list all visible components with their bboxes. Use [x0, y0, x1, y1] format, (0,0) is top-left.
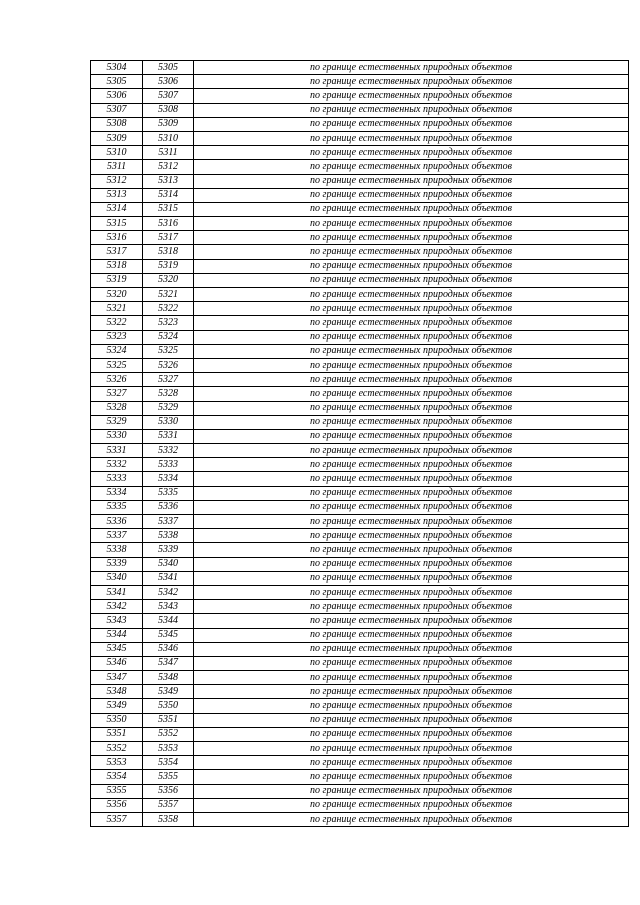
start-point-cell: 5316 [91, 231, 143, 245]
table-row [91, 685, 629, 699]
table-row [91, 812, 629, 826]
table-row [91, 202, 629, 216]
boundary-description-cell: по границе естественных природных объектов [194, 628, 629, 642]
end-point-cell: 5319 [143, 259, 194, 273]
boundary-description-cell: по границе естественных природных объектов [194, 699, 629, 713]
boundary-description-cell: по границе естественных природных объектов [194, 344, 629, 358]
table-row [91, 131, 629, 145]
table-row [91, 259, 629, 273]
start-point-cell: 5336 [91, 515, 143, 529]
start-point-cell: 5352 [91, 742, 143, 756]
table-row [91, 614, 629, 628]
end-point-cell: 5336 [143, 500, 194, 514]
start-point-cell: 5344 [91, 628, 143, 642]
boundary-description-cell: по границе естественных природных объектов [194, 784, 629, 798]
boundary-description-cell: по границе естественных природных объектов [194, 302, 629, 316]
boundary-description-cell: по границе естественных природных объектов [194, 798, 629, 812]
end-point-cell: 5306 [143, 75, 194, 89]
end-point-cell: 5334 [143, 472, 194, 486]
start-point-cell: 5311 [91, 160, 143, 174]
start-point-cell: 5318 [91, 259, 143, 273]
end-point-cell: 5339 [143, 543, 194, 557]
boundary-description-cell: по границе естественных природных объектов [194, 188, 629, 202]
boundary-description-cell: по границе естественных природных объектов [194, 585, 629, 599]
table-row [91, 699, 629, 713]
end-point-cell: 5355 [143, 770, 194, 784]
end-point-cell: 5348 [143, 671, 194, 685]
table-row [91, 600, 629, 614]
start-point-cell: 5331 [91, 444, 143, 458]
start-point-cell: 5309 [91, 131, 143, 145]
end-point-cell: 5354 [143, 756, 194, 770]
boundary-description-cell: по границе естественных природных объектов [194, 770, 629, 784]
boundary-description-cell: по границе естественных природных объектов [194, 373, 629, 387]
end-point-cell: 5305 [143, 61, 194, 75]
start-point-cell: 5350 [91, 713, 143, 727]
boundary-description-cell: по границе естественных природных объектов [194, 727, 629, 741]
boundary-description-cell: по границе естественных природных объектов [194, 486, 629, 500]
end-point-cell: 5352 [143, 727, 194, 741]
start-point-cell: 5329 [91, 415, 143, 429]
table-row [91, 557, 629, 571]
end-point-cell: 5331 [143, 429, 194, 443]
end-point-cell: 5344 [143, 614, 194, 628]
boundary-description-cell: по границе естественных природных объектов [194, 600, 629, 614]
table-row [91, 387, 629, 401]
start-point-cell: 5324 [91, 344, 143, 358]
table-row [91, 742, 629, 756]
table-row [91, 543, 629, 557]
end-point-cell: 5316 [143, 217, 194, 231]
boundary-description-cell: по границе естественных природных объектов [194, 472, 629, 486]
boundary-description-cell: по границе естественных природных объектов [194, 614, 629, 628]
boundary-description-cell: по границе естественных природных объектов [194, 259, 629, 273]
boundary-description-cell: по границе естественных природных объектов [194, 117, 629, 131]
table-row [91, 429, 629, 443]
start-point-cell: 5333 [91, 472, 143, 486]
table-row [91, 89, 629, 103]
start-point-cell: 5313 [91, 188, 143, 202]
start-point-cell: 5346 [91, 656, 143, 670]
start-point-cell: 5332 [91, 458, 143, 472]
start-point-cell: 5335 [91, 500, 143, 514]
end-point-cell: 5342 [143, 585, 194, 599]
end-point-cell: 5318 [143, 245, 194, 259]
table-row [91, 316, 629, 330]
start-point-cell: 5310 [91, 146, 143, 160]
end-point-cell: 5317 [143, 231, 194, 245]
table-row [91, 231, 629, 245]
table-row [91, 756, 629, 770]
boundary-description-cell: по границе естественных природных объектов [194, 756, 629, 770]
boundary-description-cell: по границе естественных природных объектов [194, 231, 629, 245]
end-point-cell: 5343 [143, 600, 194, 614]
start-point-cell: 5308 [91, 117, 143, 131]
table-row [91, 160, 629, 174]
end-point-cell: 5340 [143, 557, 194, 571]
end-point-cell: 5328 [143, 387, 194, 401]
end-point-cell: 5315 [143, 202, 194, 216]
end-point-cell: 5351 [143, 713, 194, 727]
end-point-cell: 5310 [143, 131, 194, 145]
start-point-cell: 5354 [91, 770, 143, 784]
start-point-cell: 5343 [91, 614, 143, 628]
end-point-cell: 5320 [143, 273, 194, 287]
table-row [91, 75, 629, 89]
table-row [91, 784, 629, 798]
boundary-description-cell: по границе естественных природных объектов [194, 174, 629, 188]
end-point-cell: 5325 [143, 344, 194, 358]
start-point-cell: 5337 [91, 529, 143, 543]
boundary-description-cell: по границе естественных природных объектов [194, 742, 629, 756]
table-row [91, 671, 629, 685]
start-point-cell: 5355 [91, 784, 143, 798]
table-row [91, 529, 629, 543]
boundary-description-cell: по границе естественных природных объектов [194, 500, 629, 514]
boundary-description-cell: по границе естественных природных объектов [194, 415, 629, 429]
end-point-cell: 5326 [143, 358, 194, 372]
end-point-cell: 5333 [143, 458, 194, 472]
table-row [91, 486, 629, 500]
end-point-cell: 5329 [143, 401, 194, 415]
end-point-cell: 5347 [143, 656, 194, 670]
boundary-description-cell: по границе естественных природных объектов [194, 131, 629, 145]
boundary-description-cell: по границе естественных природных объектов [194, 358, 629, 372]
end-point-cell: 5308 [143, 103, 194, 117]
boundary-description-cell: по границе естественных природных объектов [194, 146, 629, 160]
boundary-description-cell: по границе естественных природных объектов [194, 571, 629, 585]
start-point-cell: 5320 [91, 288, 143, 302]
end-point-cell: 5358 [143, 812, 194, 826]
table-row [91, 358, 629, 372]
start-point-cell: 5334 [91, 486, 143, 500]
table-row [91, 61, 629, 75]
start-point-cell: 5330 [91, 429, 143, 443]
table-row [91, 401, 629, 415]
boundary-description-cell: по границе естественных природных объектов [194, 245, 629, 259]
end-point-cell: 5322 [143, 302, 194, 316]
end-point-cell: 5345 [143, 628, 194, 642]
boundary-description-cell: по границе естественных природных объектов [194, 429, 629, 443]
boundary-description-cell: по границе естественных природных объектов [194, 89, 629, 103]
start-point-cell: 5348 [91, 685, 143, 699]
end-point-cell: 5346 [143, 642, 194, 656]
end-point-cell: 5309 [143, 117, 194, 131]
start-point-cell: 5339 [91, 557, 143, 571]
start-point-cell: 5317 [91, 245, 143, 259]
start-point-cell: 5322 [91, 316, 143, 330]
table-row [91, 330, 629, 344]
boundary-description-cell: по границе естественных природных объектов [194, 75, 629, 89]
end-point-cell: 5311 [143, 146, 194, 160]
table-row [91, 288, 629, 302]
table-row [91, 713, 629, 727]
start-point-cell: 5340 [91, 571, 143, 585]
boundary-description-cell: по границе естественных природных объектов [194, 316, 629, 330]
table-row [91, 770, 629, 784]
boundary-description-cell: по границе естественных природных объектов [194, 288, 629, 302]
boundary-description-cell: по границе естественных природных объектов [194, 273, 629, 287]
table-row [91, 146, 629, 160]
end-point-cell: 5356 [143, 784, 194, 798]
start-point-cell: 5345 [91, 642, 143, 656]
start-point-cell: 5325 [91, 358, 143, 372]
end-point-cell: 5327 [143, 373, 194, 387]
table-row [91, 727, 629, 741]
boundary-description-cell: по границе естественных природных объектов [194, 217, 629, 231]
start-point-cell: 5357 [91, 812, 143, 826]
boundary-description-cell: по границе естественных природных объектов [194, 685, 629, 699]
boundary-description-cell: по границе естественных природных объектов [194, 543, 629, 557]
start-point-cell: 5328 [91, 401, 143, 415]
table-row [91, 415, 629, 429]
end-point-cell: 5341 [143, 571, 194, 585]
table-row [91, 798, 629, 812]
start-point-cell: 5342 [91, 600, 143, 614]
table-row [91, 245, 629, 259]
end-point-cell: 5350 [143, 699, 194, 713]
start-point-cell: 5314 [91, 202, 143, 216]
table-row [91, 103, 629, 117]
table-row [91, 628, 629, 642]
table-row [91, 458, 629, 472]
end-point-cell: 5324 [143, 330, 194, 344]
boundary-description-cell: по границе естественных природных объектов [194, 642, 629, 656]
boundary-description-cell: по границе естественных природных объектов [194, 103, 629, 117]
end-point-cell: 5349 [143, 685, 194, 699]
start-point-cell: 5304 [91, 61, 143, 75]
start-point-cell: 5351 [91, 727, 143, 741]
table-row [91, 472, 629, 486]
boundary-description-cell: по границе естественных природных объектов [194, 458, 629, 472]
start-point-cell: 5356 [91, 798, 143, 812]
boundary-description-cell: по границе естественных природных объектов [194, 515, 629, 529]
boundary-description-cell: по границе естественных природных объектов [194, 557, 629, 571]
table-row [91, 444, 629, 458]
start-point-cell: 5349 [91, 699, 143, 713]
end-point-cell: 5307 [143, 89, 194, 103]
start-point-cell: 5326 [91, 373, 143, 387]
table-body [91, 61, 629, 827]
start-point-cell: 5319 [91, 273, 143, 287]
table-row [91, 515, 629, 529]
table-row [91, 656, 629, 670]
boundary-description-cell: по границе естественных природных объектов [194, 444, 629, 458]
end-point-cell: 5314 [143, 188, 194, 202]
start-point-cell: 5353 [91, 756, 143, 770]
end-point-cell: 5323 [143, 316, 194, 330]
end-point-cell: 5357 [143, 798, 194, 812]
table-row [91, 174, 629, 188]
start-point-cell: 5347 [91, 671, 143, 685]
table-row [91, 373, 629, 387]
table-row [91, 585, 629, 599]
table-row [91, 344, 629, 358]
boundary-description-cell: по границе естественных природных объектов [194, 202, 629, 216]
start-point-cell: 5312 [91, 174, 143, 188]
end-point-cell: 5337 [143, 515, 194, 529]
table-row [91, 302, 629, 316]
end-point-cell: 5330 [143, 415, 194, 429]
table-row [91, 117, 629, 131]
start-point-cell: 5306 [91, 89, 143, 103]
start-point-cell: 5307 [91, 103, 143, 117]
start-point-cell: 5323 [91, 330, 143, 344]
boundary-description-cell: по границе естественных природных объектов [194, 812, 629, 826]
boundary-description-cell: по границе естественных природных объектов [194, 656, 629, 670]
boundary-description-cell: по границе естественных природных объектов [194, 387, 629, 401]
table-row [91, 642, 629, 656]
start-point-cell: 5305 [91, 75, 143, 89]
boundary-description-cell: по границе естественных природных объектов [194, 160, 629, 174]
boundary-description-cell: по границе естественных природных объектов [194, 713, 629, 727]
boundary-description-cell: по границе естественных природных объектов [194, 61, 629, 75]
table-row [91, 217, 629, 231]
table-row [91, 500, 629, 514]
start-point-cell: 5327 [91, 387, 143, 401]
table-row [91, 571, 629, 585]
start-point-cell: 5341 [91, 585, 143, 599]
end-point-cell: 5335 [143, 486, 194, 500]
boundary-description-cell: по границе естественных природных объектов [194, 671, 629, 685]
start-point-cell: 5338 [91, 543, 143, 557]
boundary-description-cell: по границе естественных природных объектов [194, 529, 629, 543]
end-point-cell: 5312 [143, 160, 194, 174]
boundary-description-cell: по границе естественных природных объектов [194, 401, 629, 415]
table-row [91, 273, 629, 287]
boundary-description-cell: по границе естественных природных объектов [194, 330, 629, 344]
table-row [91, 188, 629, 202]
end-point-cell: 5332 [143, 444, 194, 458]
end-point-cell: 5321 [143, 288, 194, 302]
start-point-cell: 5315 [91, 217, 143, 231]
end-point-cell: 5313 [143, 174, 194, 188]
start-point-cell: 5321 [91, 302, 143, 316]
end-point-cell: 5338 [143, 529, 194, 543]
end-point-cell: 5353 [143, 742, 194, 756]
boundary-segments-table [90, 60, 629, 827]
